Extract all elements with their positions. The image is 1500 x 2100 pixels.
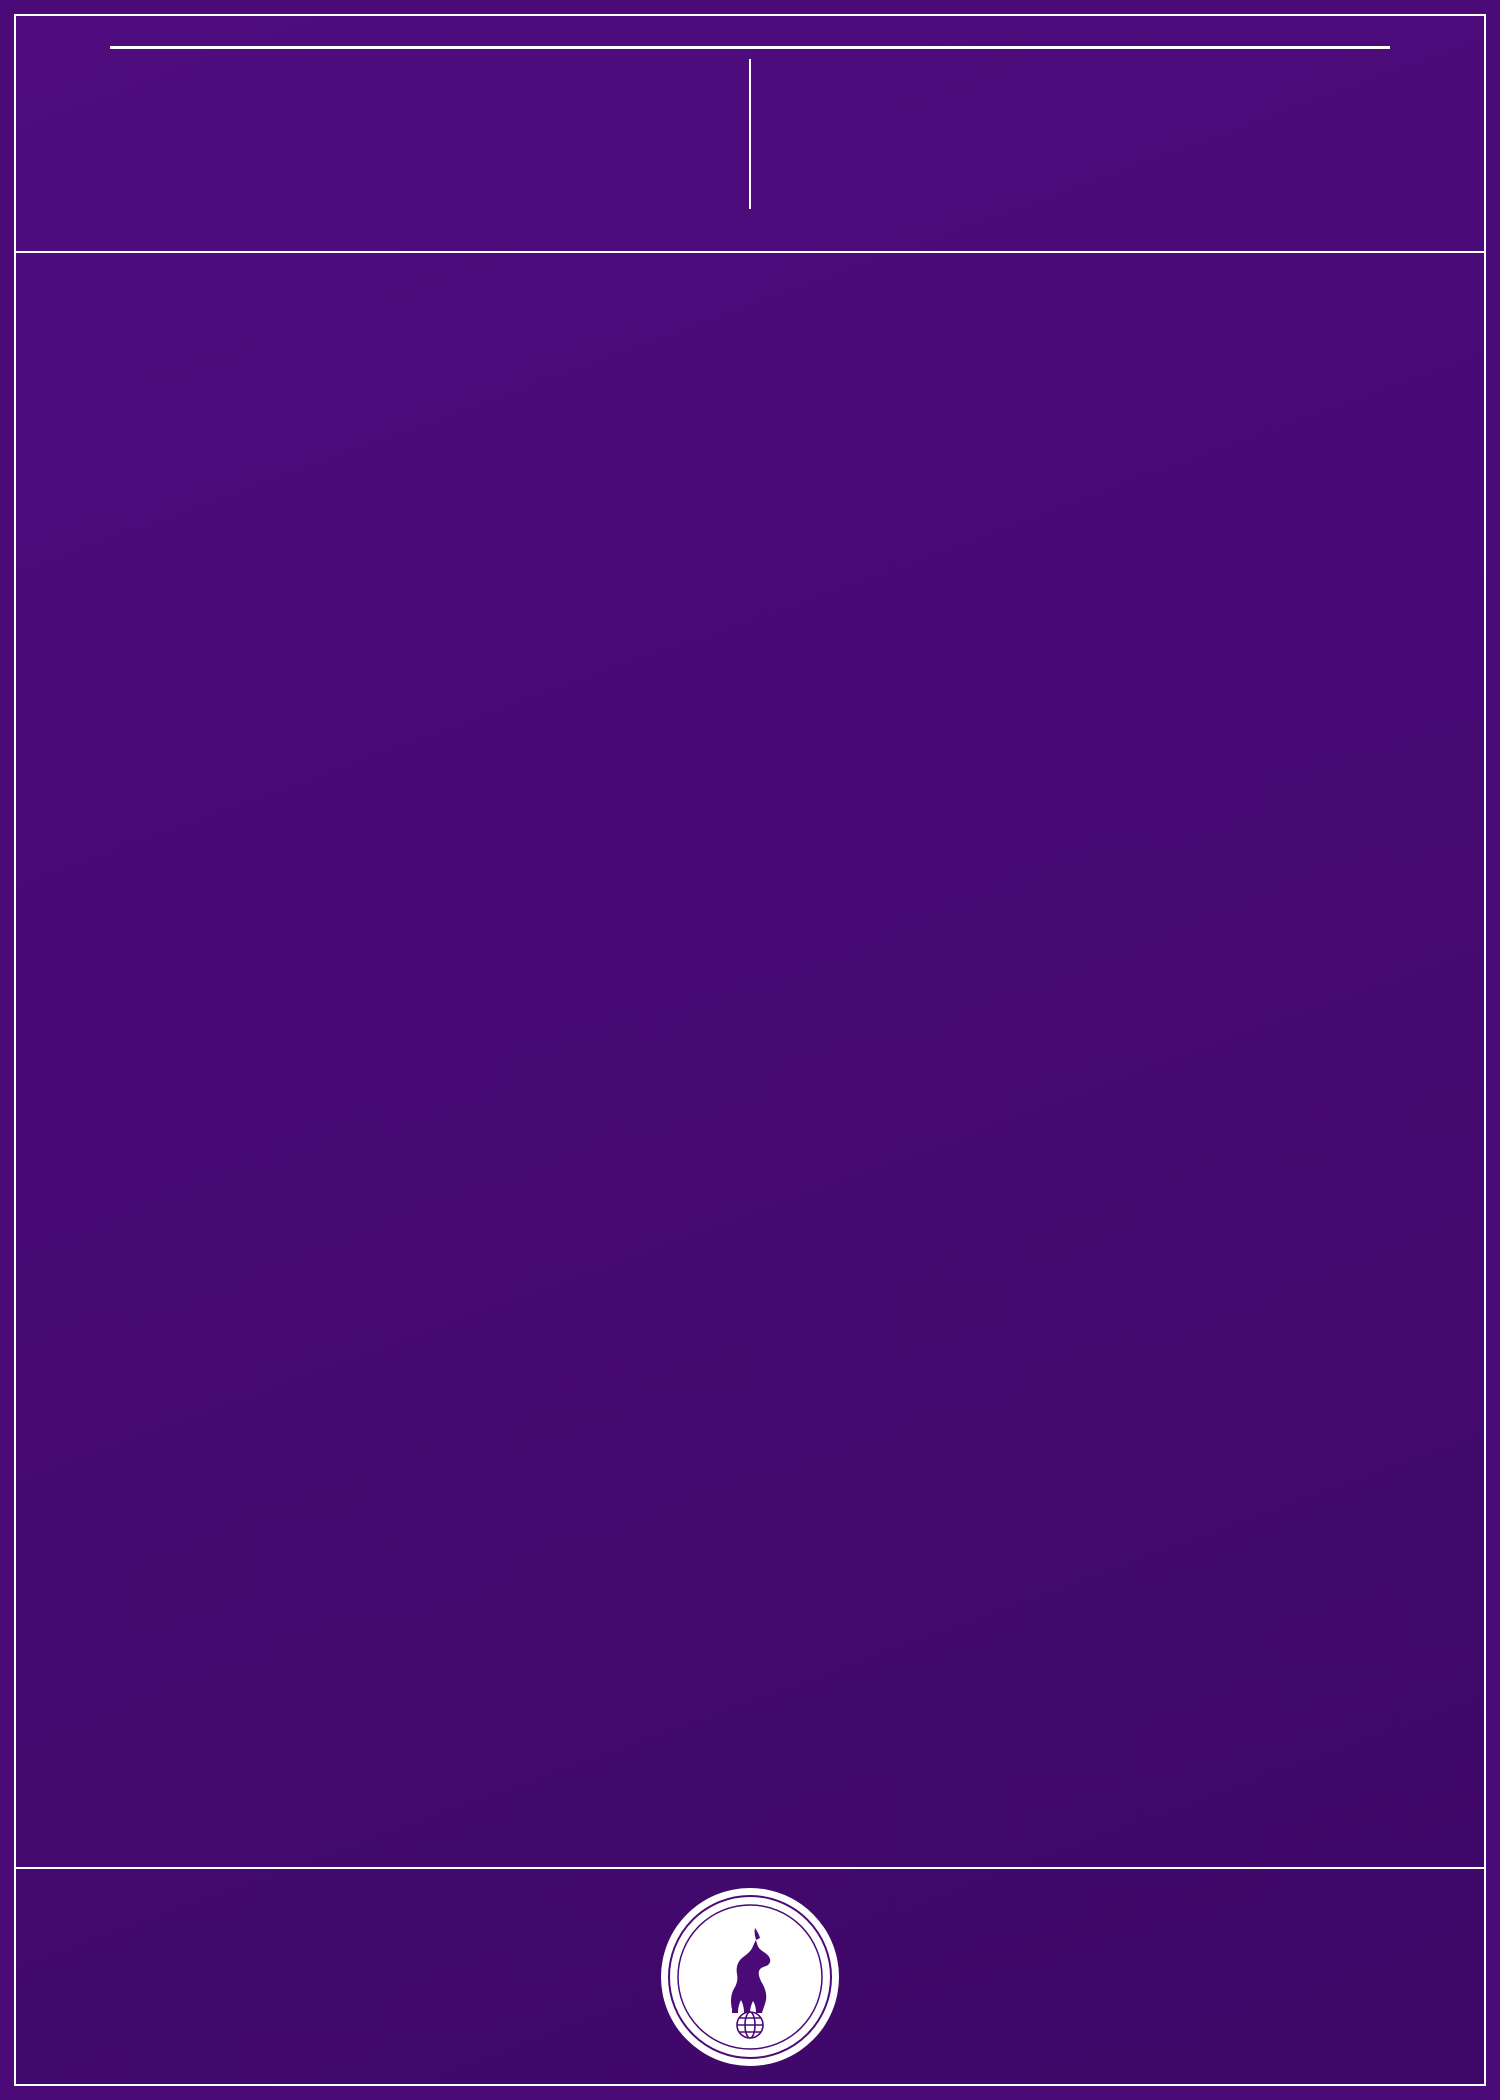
menu-item (56, 163, 733, 181)
wolf-icon (670, 1897, 830, 2057)
menu-item (56, 75, 733, 93)
title-block (16, 16, 1484, 49)
spirits-column (40, 49, 749, 225)
menu-item (40, 411, 1460, 429)
menu-item (40, 451, 1460, 469)
menu-item (767, 75, 1444, 93)
house-cocktails-column (751, 49, 1460, 225)
menu-item (40, 331, 1460, 349)
top-columns (16, 49, 1484, 225)
menu-item (40, 291, 1460, 309)
specialty-cocktails-section (16, 253, 1484, 1849)
menu-item (40, 371, 1460, 389)
tavern-logo (661, 1888, 839, 2066)
menu-item (767, 207, 1444, 225)
menu-item (767, 119, 1444, 137)
menu-item (767, 163, 1444, 181)
menu-page (14, 14, 1486, 2086)
footer (16, 1869, 1484, 2084)
logo-disc (668, 1895, 832, 2059)
menu-item (56, 119, 733, 137)
